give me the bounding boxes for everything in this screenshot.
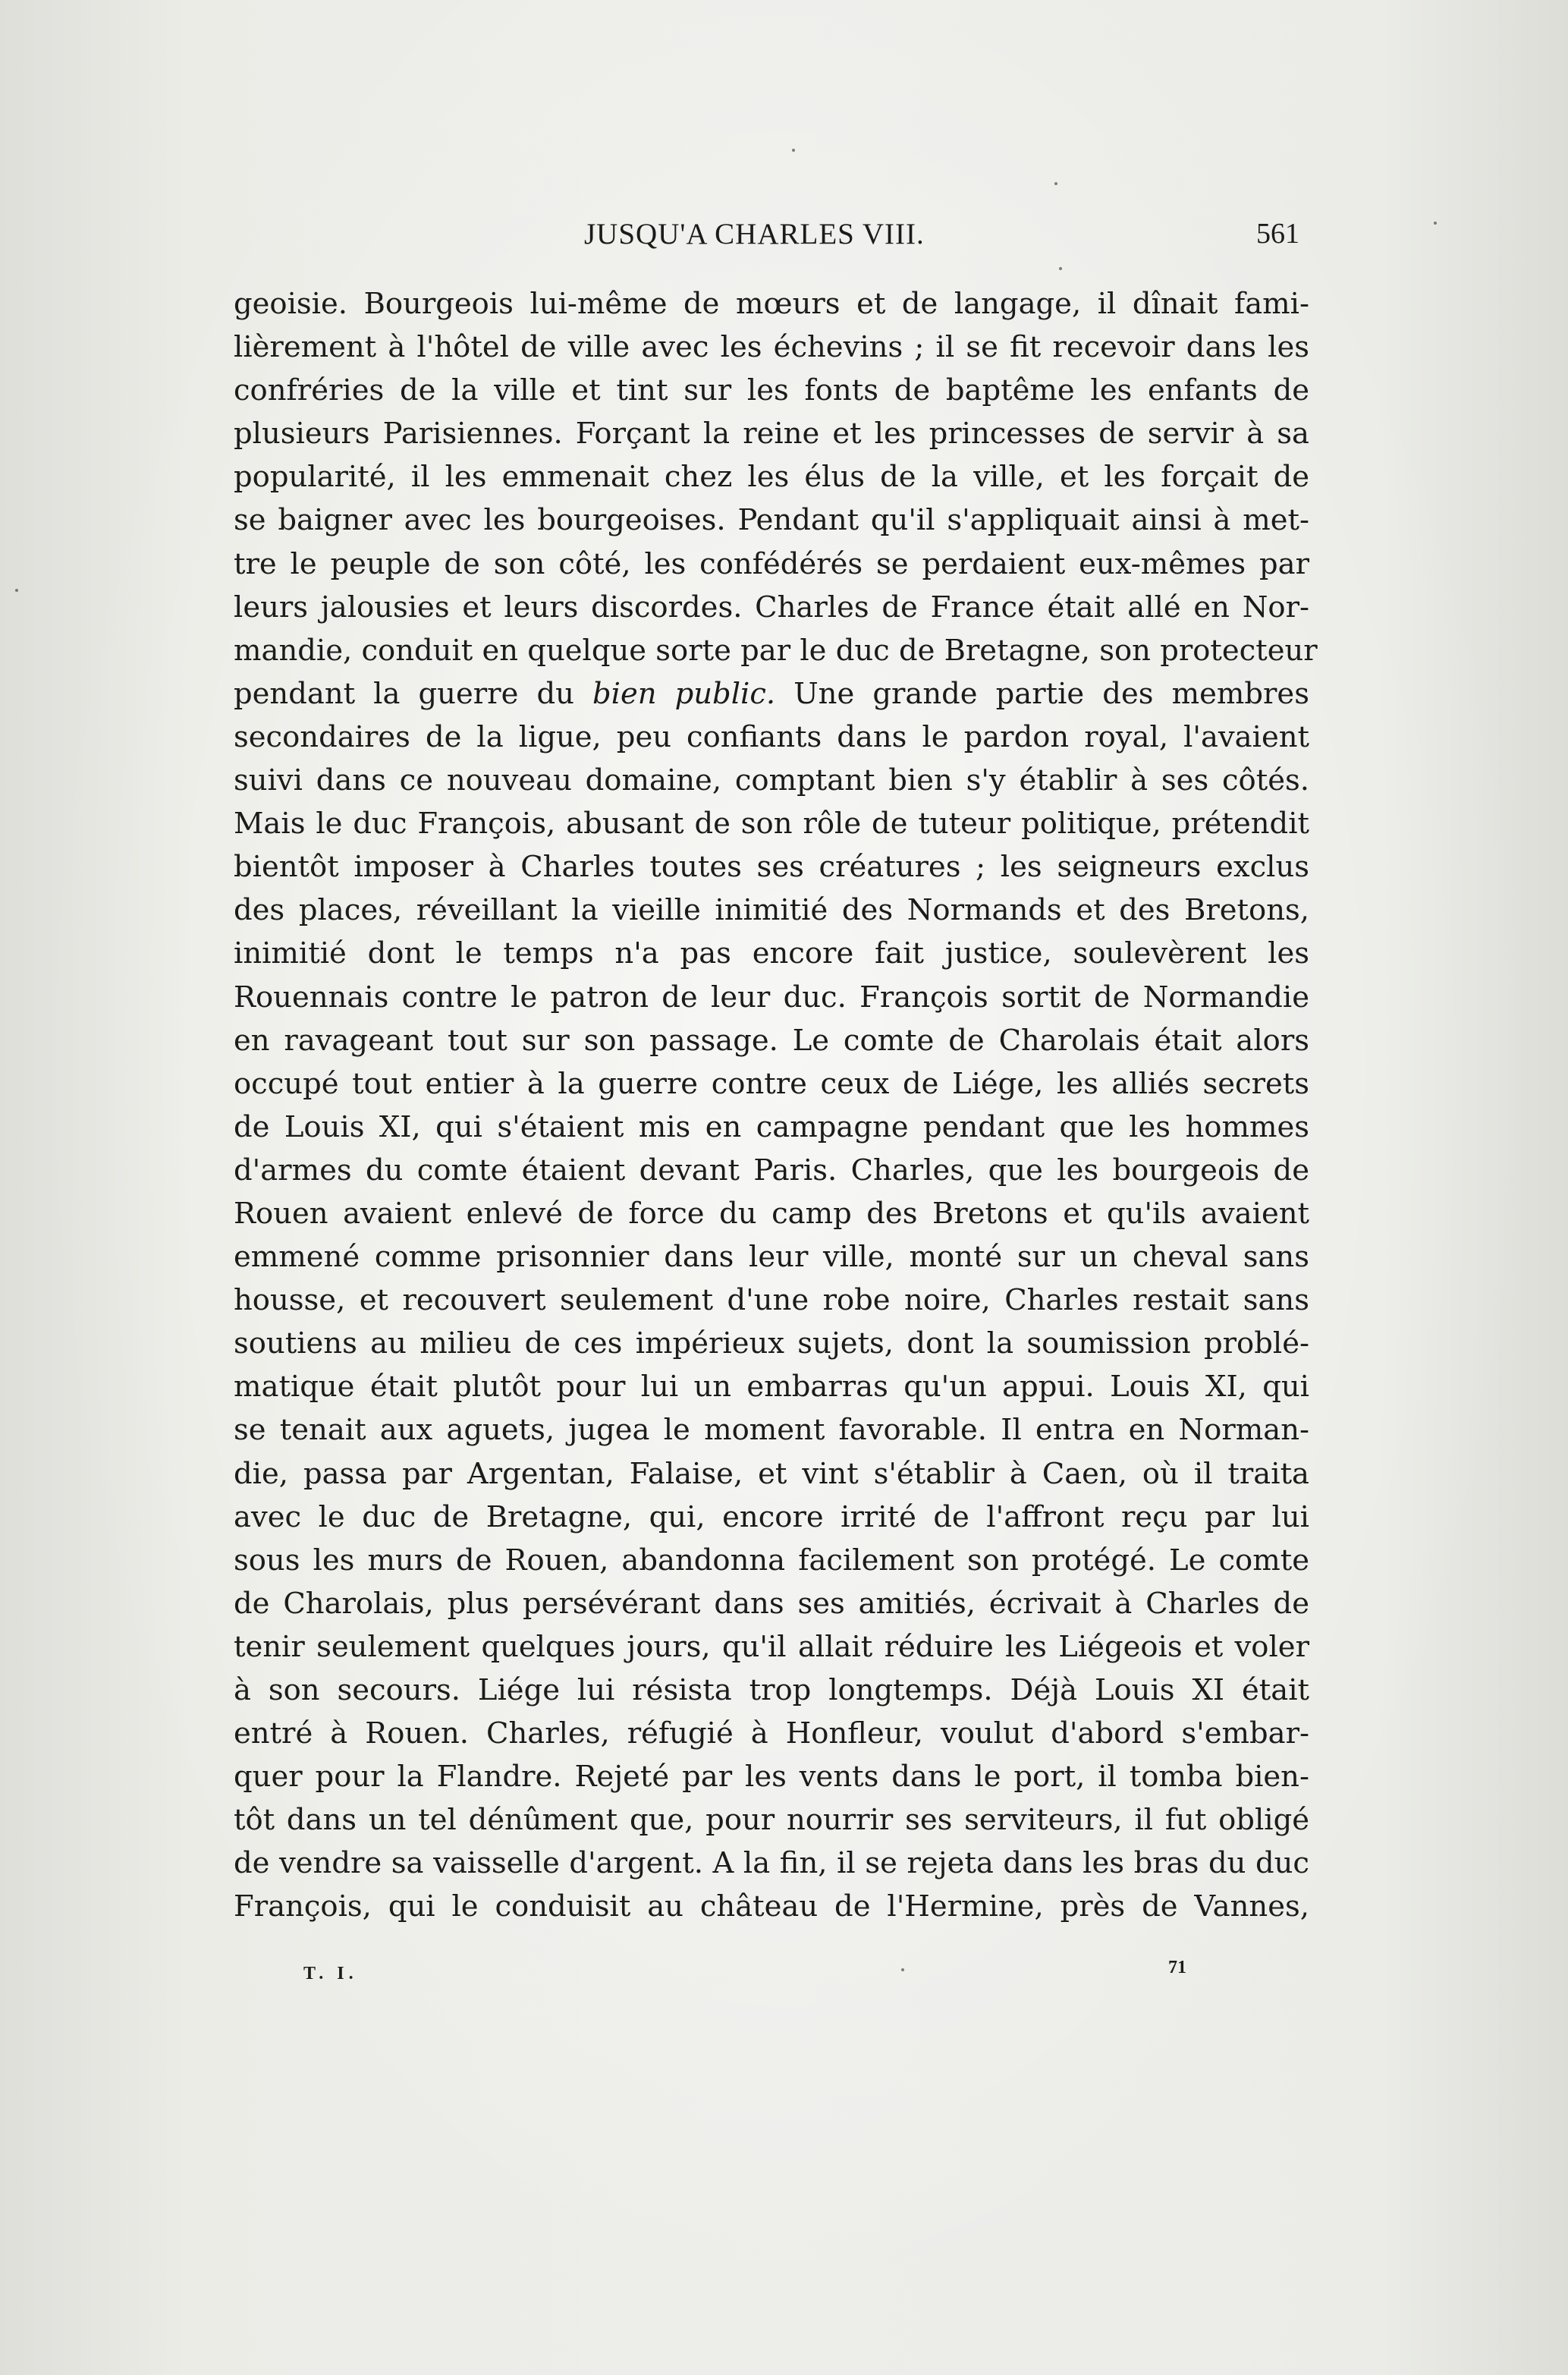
text-line	[234, 1929, 1309, 1972]
text-line: en ravageant tout sur son passage. Le comte de Charolais était alors	[234, 1023, 1309, 1058]
text-line: de Louis XI, qui s'étaient mis en campagne pendant que les hommes	[234, 1109, 1309, 1144]
paper-speck	[1059, 267, 1062, 270]
text-line: Rouen avaient enlevé de force du camp des Bretons et qu'ils avaient	[234, 1196, 1309, 1231]
sheet-number: 71	[1168, 1958, 1186, 1977]
text-line: bientôt imposer à Charles toutes ses créatures ; les seigneurs exclus	[234, 850, 1309, 885]
paper-speck	[1434, 222, 1437, 225]
text-line: François, qui le conduisit au château de l'Hermine, près de Vannes,	[234, 1889, 1309, 1924]
text-line: soutiens au milieu de ces impérieux sujets, dont la soumission problé-	[234, 1326, 1309, 1361]
text-line: lièrement à l'hôtel de ville avec les échevins ; il se fit recevoir dans les	[234, 330, 1309, 365]
emphasized-phrase: bien public.	[592, 676, 776, 711]
text-line: avec le duc de Bretagne, qui, encore irrité de l'affront reçu par lui	[234, 1499, 1309, 1534]
text-line: se baigner avec les bourgeoises. Pendant qu'il s'appliquait ainsi à met-	[234, 503, 1309, 538]
text-line-with-emphasis	[234, 672, 1309, 716]
text-line: occupé tout entier à la guerre contre ceux de Liége, les alliés secrets	[234, 1066, 1309, 1101]
text-line: des places, réveillant la vieille inimitié des Normands et des Bretons,	[234, 893, 1309, 928]
text-line: Rouennais contre le patron de leur duc. François sortit de Normandie	[234, 980, 1309, 1014]
paper-speck	[1054, 182, 1057, 185]
text-line: tenir seulement quelques jours, qu'il allait réduire les Liégeois et voler	[234, 1629, 1309, 1664]
text-line: se tenait aux aguets, jugea le moment favorable. Il entra en Norman-	[234, 1413, 1309, 1448]
text-segment: Une grande partie des membres	[793, 676, 1309, 711]
volume-signature: T. I.	[303, 1964, 358, 1983]
text-line: de vendre sa vaisselle d'argent. A la fin, il se rejeta dans les bras du duc	[234, 1846, 1309, 1881]
paper-speck	[15, 589, 18, 592]
text-line: leurs jalousies et leurs discordes. Charles de France était allé en Nor-	[234, 590, 1309, 624]
text-line: inimitié dont le temps n'a pas encore fait justice, soulevèrent les	[234, 936, 1309, 971]
text-line: suivi dans ce nouveau domaine, comptant bien s'y établir à ses côtés.	[234, 763, 1309, 798]
text-line: popularité, il les emmenait chez les élus de la ville, et les forçait de	[234, 460, 1309, 495]
text-line: housse, et recouvert seulement d'une robe noire, Charles restait sans	[234, 1283, 1309, 1318]
text-line: tre le peuple de son côté, les confédérés se perdaient eux-mêmes par	[234, 546, 1309, 581]
text-line: matique était plutôt pour lui un embarras qu'un appui. Louis XI, qui	[234, 1370, 1309, 1405]
text-line: d'armes du comte étaient devant Paris. Charles, que les bourgeois de	[234, 1153, 1309, 1188]
paper-speck	[792, 149, 795, 152]
text-line: de Charolais, plus persévérant dans ses amitiés, écrivait à Charles de	[234, 1586, 1309, 1621]
text-line: plusieurs Parisiennes. Forçant la reine et les princesses de servir à sa	[234, 417, 1309, 451]
text-line: emmené comme prisonnier dans leur ville, monté sur un cheval sans	[234, 1240, 1309, 1275]
page-number: 561	[1256, 218, 1299, 250]
text-line: à son secours. Liége lui résista trop longtemps. Déjà Louis XI était	[234, 1673, 1309, 1707]
text-line: quer pour la Flandre. Rejeté par les vents dans le port, il tomba bien-	[234, 1760, 1309, 1795]
body-text	[234, 282, 1318, 1972]
text-line: mandie, conduit en quelque sorte par le duc de Bretagne, son protecteur	[234, 633, 1318, 668]
text-line: Mais le duc François, abusant de son rôle de tuteur politique, prétendit	[234, 807, 1309, 841]
running-title: JUSQU'A CHARLES VIII.	[584, 218, 925, 250]
text-segment: pendant la guerre du	[234, 676, 574, 711]
text-line: tôt dans un tel dénûment que, pour nourrir ses serviteurs, il fut obligé	[234, 1803, 1309, 1838]
text-line: entré à Rouen. Charles, réfugié à Honfleur, voulut d'abord s'embar-	[234, 1716, 1309, 1751]
text-line: sous les murs de Rouen, abandonna facilement son protégé. Le comte	[234, 1543, 1309, 1578]
text-line: confréries de la ville et tint sur les fonts de baptême les enfants de	[234, 373, 1309, 408]
text-line: geoisie. Bourgeois lui-même de mœurs et de langage, il dînait fami-	[234, 287, 1309, 321]
text-line: secondaires de la ligue, peu confiants dans le pardon royal, l'avaient	[234, 719, 1309, 754]
text-line: die, passa par Argentan, Falaise, et vint s'établir à Caen, où il traita	[234, 1456, 1309, 1491]
paper-speck	[901, 1968, 904, 1971]
